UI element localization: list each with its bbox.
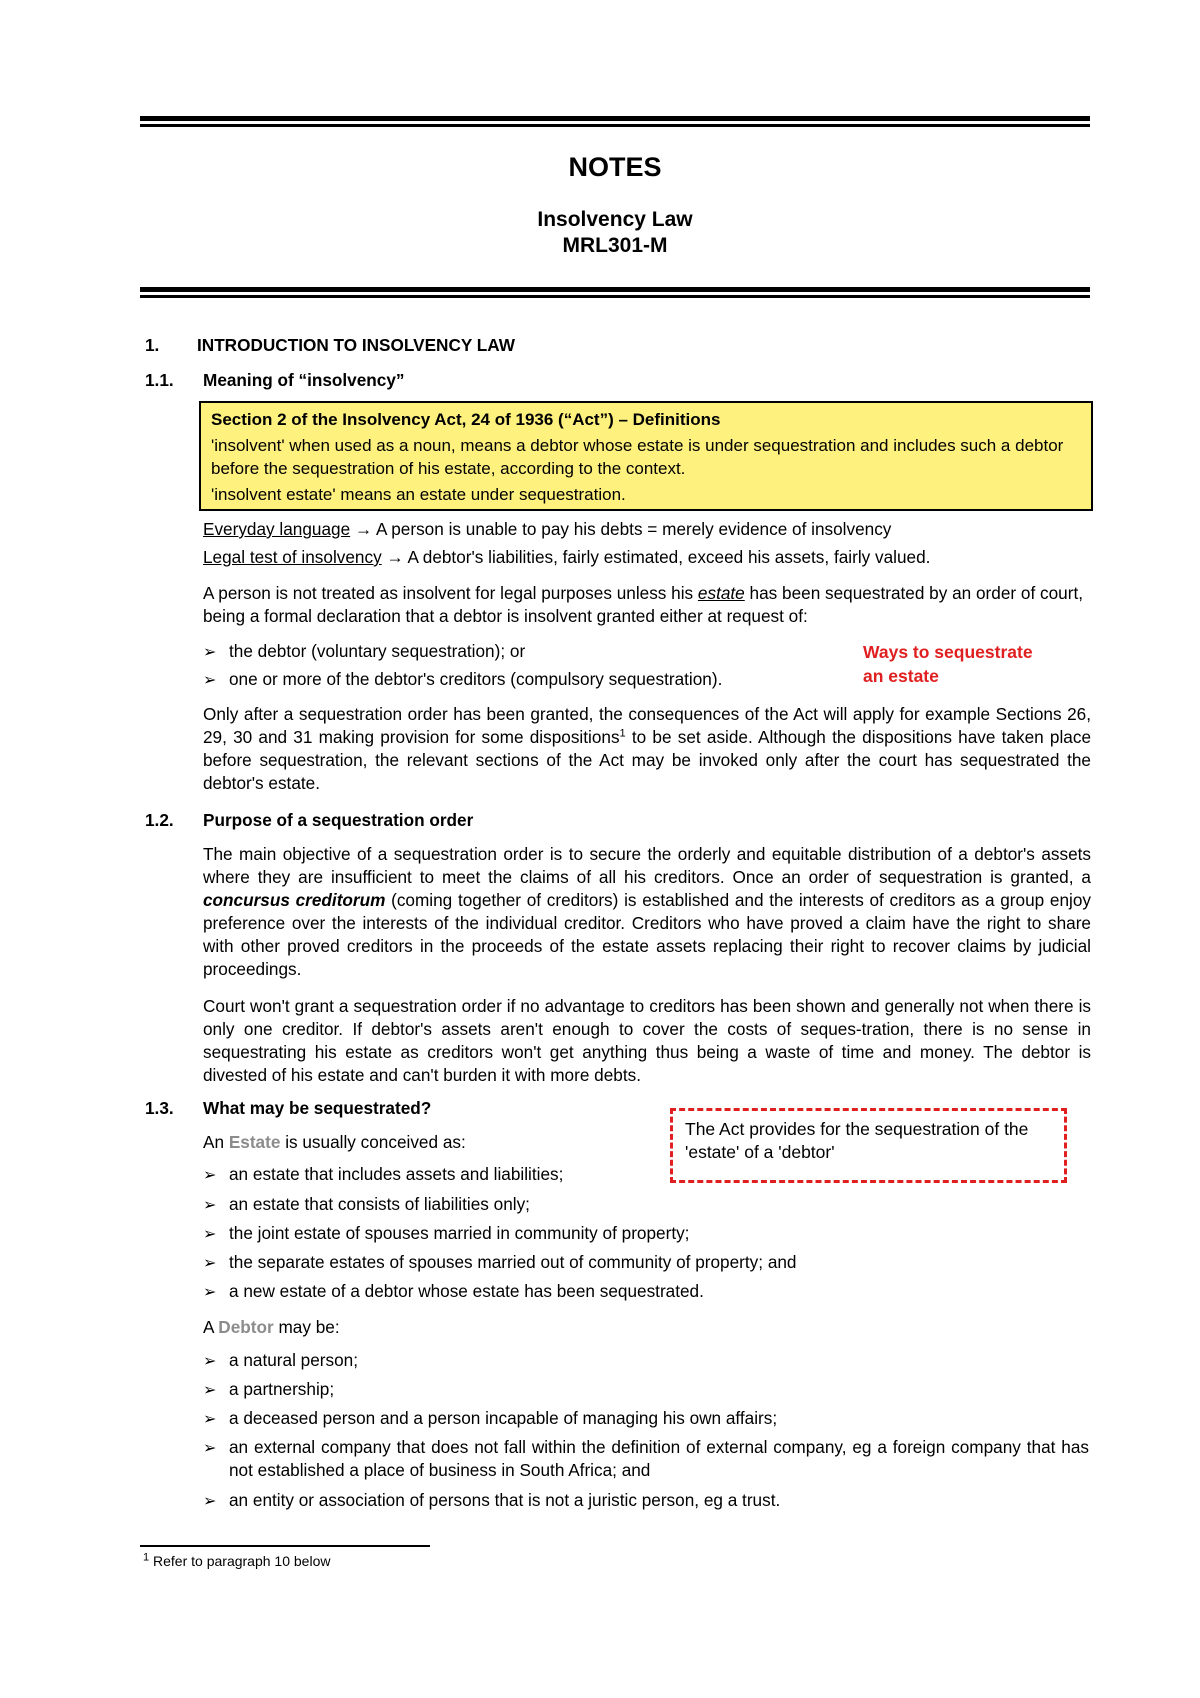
subsection-title: Purpose of a sequestration order	[203, 810, 474, 830]
arrow-bullet-icon: ➢	[203, 1255, 217, 1272]
subsection-1-2-heading	[145, 809, 473, 832]
document-title: NOTES	[568, 152, 662, 182]
text-run: The main objective of a sequestration order is to secure the orderly and equitable distribution of a debtor's assets where they are insufficient to meet the claims of all his creditors. Once an order of sequestration is granted, a	[203, 844, 1091, 887]
side-note-line: an estate	[863, 666, 939, 686]
arrow-bullet-icon: ➢	[203, 1353, 217, 1370]
subsection-1-1-heading	[145, 369, 405, 392]
definitions-box-title: Section 2 of the Insolvency Act, 24 of 1936 (“Act”) – Definitions	[211, 410, 721, 429]
arrow-bullet-icon: ➢	[203, 1284, 217, 1301]
list-item	[203, 1489, 1091, 1513]
list-item	[203, 1280, 1091, 1304]
list-item-text: an external company that does not fall within the definition of external company, eg a foreign company that has not established a place of business in South Africa; and	[229, 1437, 1089, 1480]
list-item	[203, 1378, 1091, 1402]
text-run: may be:	[278, 1317, 340, 1337]
text-run: Only after a sequestration order has been granted, the consequences of the Act will apply for example Sections 26, 29, 30 and 31 making provision for some dispositions	[203, 704, 1091, 747]
list-item-text: an estate that consists of liabilities only;	[229, 1194, 530, 1214]
paragraph-legal-insolvency	[203, 582, 1091, 628]
paragraph-purpose	[203, 843, 1091, 981]
paragraph-advantage-to-creditors: Court won't grant a sequestration order if no advantage to creditors has been shown and generally not when there is only one creditor. If debtor's assets aren't enough to cover the costs of seques-tration, there is no sense in sequestrating his estate as creditors won't get anything thus being a waste of time and money. The debtor is divested of his estate and can't burden it with more debts.	[203, 996, 1091, 1085]
arrow-bullet-icon: ➢	[203, 1411, 217, 1428]
list-item	[203, 1407, 1091, 1431]
text-run: has been sequestrated by an order of court, being a formal declaration that a debtor is insolvent granted either at request of:	[203, 583, 1083, 626]
paragraph-consequences	[203, 703, 1091, 795]
text-run: A person is not treated as insolvent for legal purposes unless his	[203, 583, 694, 603]
legal-test-line	[203, 546, 1091, 569]
arrow-bullet-icon: ➢	[203, 1440, 217, 1457]
definition-insolvent: 'insolvent' when used as a noun, means a debtor whose estate is under sequestration and includes such a debtor before the sequestration of his estate, according to the context.	[211, 436, 1064, 478]
section-1-heading	[145, 334, 515, 357]
legal-test-term: Legal test of insolvency	[203, 547, 382, 567]
list-item-text: the joint estate of spouses married in community of property;	[229, 1223, 690, 1243]
list-item-text: one or more of the debtor's creditors (compulsory sequestration).	[229, 669, 723, 689]
list-item	[203, 1349, 1091, 1373]
section-number: 1.	[145, 335, 160, 355]
list-item-text: a partnership;	[229, 1379, 335, 1399]
side-note-ways-to-sequestrate	[863, 640, 1033, 688]
emphasis-estate: estate	[697, 583, 745, 603]
list-item-text: an entity or association of persons that is not a juristic person, eg a trust.	[229, 1490, 781, 1510]
legal-test-text: → A debtor's liabilities, fairly estimated, exceed his assets, fairly valued.	[386, 547, 931, 567]
top-double-rule	[140, 116, 1090, 129]
callout-act-provides: The Act provides for the sequestration of the 'estate' of a 'debtor'	[670, 1108, 1067, 1183]
list-item	[203, 1193, 1091, 1217]
arrow-bullet-icon: ➢	[203, 1493, 217, 1510]
list-item-text: the separate estates of spouses married out of community of property; and	[229, 1252, 797, 1272]
everyday-language-text: → A person is unable to pay his debts = merely evidence of insolvency	[354, 519, 892, 539]
everyday-language-line	[203, 518, 1091, 541]
definition-insolvent-estate: 'insolvent estate' means an estate under sequestration.	[211, 485, 626, 504]
emphasis-concursus-creditorum: concursus creditorum	[203, 890, 386, 910]
list-item-text: a natural person;	[229, 1350, 358, 1370]
definitions-box	[199, 401, 1093, 511]
header-double-rule	[140, 287, 1090, 300]
text-run: A	[203, 1317, 214, 1337]
term-debtor: Debtor	[218, 1317, 274, 1337]
arrow-bullet-icon: ➢	[203, 1167, 217, 1184]
course-code: MRL301-M	[562, 234, 668, 257]
course-name: Insolvency Law	[537, 208, 693, 231]
term-estate: Estate	[228, 1132, 281, 1152]
arrow-bullet-icon: ➢	[203, 1226, 217, 1243]
subsection-number: 1.2.	[145, 810, 174, 830]
footnote-number: 1	[143, 1551, 150, 1564]
arrow-bullet-icon: ➢	[203, 672, 217, 689]
text-run: An	[203, 1132, 225, 1152]
text-run: to be set aside. Although the dispositions have taken place before sequestration, the relevant sections of the Act may be invoked only after the court has sequestrated the debtor's estate.	[203, 727, 1092, 793]
list-item	[203, 1222, 1091, 1246]
list-item-text: a deceased person and a person incapable of managing his own affairs;	[229, 1408, 778, 1428]
subsection-title: What may be sequestrated?	[203, 1098, 432, 1118]
text-run: is usually conceived as:	[285, 1132, 466, 1152]
subsection-number: 1.1.	[145, 370, 174, 390]
list-item	[203, 1163, 1091, 1187]
debtor-intro	[203, 1316, 1091, 1339]
everyday-language-term: Everyday language	[203, 519, 351, 539]
list-item	[203, 1251, 1091, 1275]
section-title: INTRODUCTION TO INSOLVENCY LAW	[197, 335, 515, 355]
subsection-number: 1.3.	[145, 1098, 174, 1118]
footnote	[143, 1552, 330, 1570]
text-run: (coming together of creditors) is established and the interests of creditors as a group enjoy preference over the interests of the individual creditor. Creditors who have proved a claim have the right to share with other proved creditors in the proceeds of the estate assets replacing their right to recover claims by judicial proceedings.	[203, 890, 1092, 979]
list-item-text: an estate that includes assets and liabilities;	[229, 1164, 564, 1184]
list-item-text: a new estate of a debtor whose estate has been sequestrated.	[229, 1281, 704, 1301]
footnote-text: Refer to paragraph 10 below	[153, 1553, 331, 1569]
footnote-reference: 1	[619, 727, 626, 740]
subsection-1-3-heading	[145, 1097, 431, 1120]
subsection-title: Meaning of “insolvency”	[203, 370, 405, 390]
arrow-bullet-icon: ➢	[203, 1382, 217, 1399]
list-item-text: the debtor (voluntary sequestration); or	[229, 641, 526, 661]
arrow-bullet-icon: ➢	[203, 644, 217, 661]
footnote-separator	[140, 1545, 430, 1547]
side-note-line: Ways to sequestrate	[863, 642, 1033, 662]
arrow-bullet-icon: ➢	[203, 1197, 217, 1214]
list-item	[203, 1436, 1091, 1482]
